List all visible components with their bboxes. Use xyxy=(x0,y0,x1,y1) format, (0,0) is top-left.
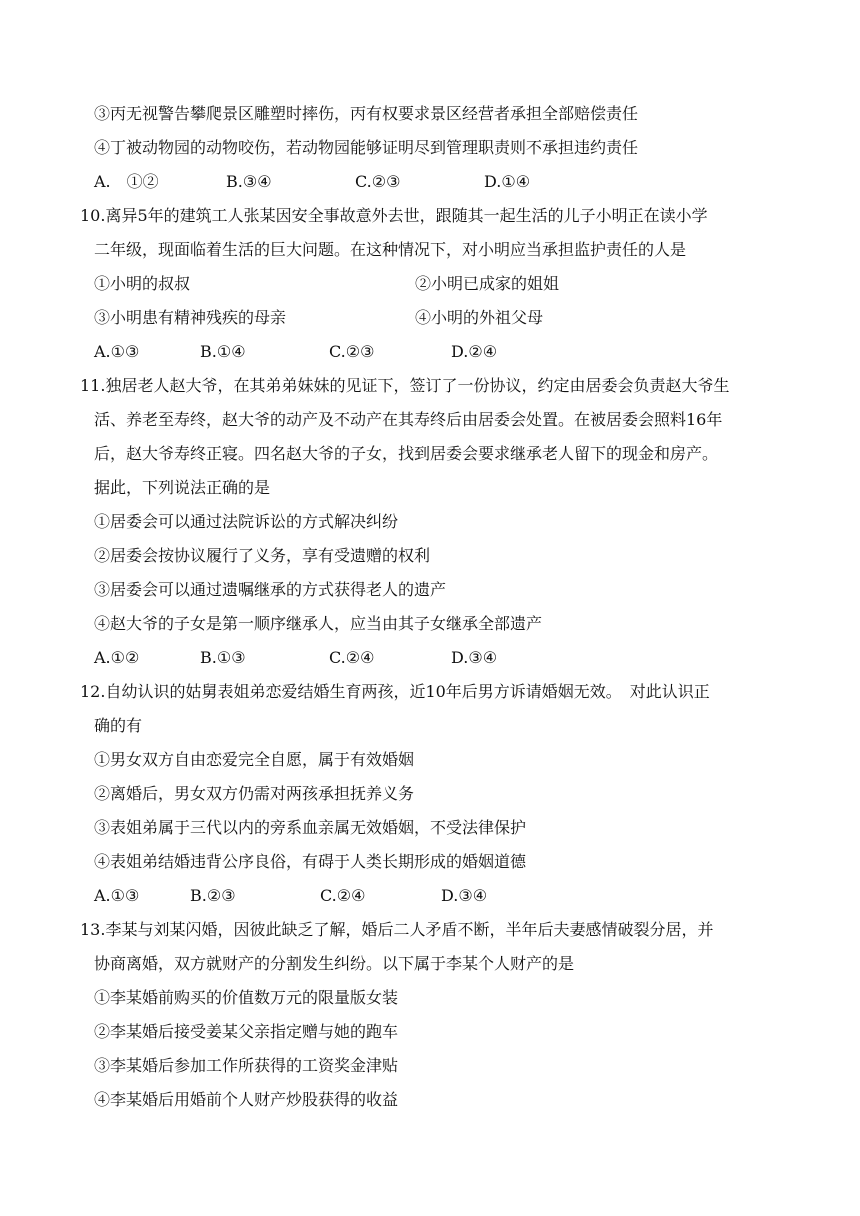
q11-statement-4: ④赵大爷的子女是第一顺序继承人，应当由其子女继承全部遗产 xyxy=(94,614,543,633)
q9-option-a: A. ①② xyxy=(94,172,159,191)
q13-statement-4: ④李某婚后用婚前个人财产炒股获得的收益 xyxy=(94,1090,399,1109)
q11-stem-line-4: 据此，下列说法正确的是 xyxy=(94,478,271,497)
q9-option-c: C.②③ xyxy=(355,172,401,191)
q10-option-d: D.②④ xyxy=(451,342,498,361)
q11-stem-line-1: 11.独居老人赵大爷，在其弟弟妹妹的见证下，签订了一份协议，约定由居委会负责赵大爷生 xyxy=(80,376,730,395)
q12-statement-3: ③表姐弟属于三代以内的旁系血亲属无效婚姻，不受法律保护 xyxy=(94,818,527,837)
q13-statement-1: ①李某婚前购买的价值数万元的限量版女装 xyxy=(94,988,399,1007)
q12-option-d: D.③④ xyxy=(441,886,488,905)
q10-option-a: A.①③ xyxy=(94,342,140,361)
q12-statement-1: ①男女双方自由恋爱完全自愿，属于有效婚姻 xyxy=(94,750,415,769)
q10-statement-4: ④小明的外祖父母 xyxy=(415,308,544,327)
q11-option-b: B.①③ xyxy=(200,648,246,667)
q13-stem-line-2: 协商离婚，双方就财产的分割发生纠纷。以下属于李某个人财产的是 xyxy=(94,954,575,973)
q12-stem-line-1: 12.自幼认识的姑舅表姐弟恋爱结婚生育两孩，近10年后男方诉请婚姻无效。 对此认识正 xyxy=(80,682,710,701)
q12-statement-4: ④表姐弟结婚违背公序良俗，有碍于人类长期形成的婚姻道德 xyxy=(94,852,527,871)
q11-stem-line-2: 活、养老至寿终，赵大爷的动产及不动产在其寿终后由居委会处置。在被居委会照料16年 xyxy=(94,410,723,429)
q12-stem-line-2: 确的有 xyxy=(94,716,143,735)
q10-statement-2: ②小明已成家的姐姐 xyxy=(415,274,560,293)
q11-stem-line-3: 后，赵大爷寿终正寝。四名赵大爷的子女，找到居委会要求继承老人留下的现金和房产。 xyxy=(94,444,719,463)
q9-statement-4: ④丁被动物园的动物咬伤，若动物园能够证明尽到管理职责则不承担违约责任 xyxy=(94,138,639,157)
q11-option-a: A.①② xyxy=(94,648,140,667)
q13-stem-line-1: 13.李某与刘某闪婚，因彼此缺乏了解，婚后二人矛盾不断，半年后夫妻感情破裂分居，并 xyxy=(80,920,714,939)
q10-statement-1: ①小明的叔叔 xyxy=(94,274,191,293)
q10-stem-line-1: 10.离异5年的建筑工人张某因安全事故意外去世，跟随其一起生活的儿子小明正在读小学 xyxy=(80,206,708,225)
q12-statement-2: ②离婚后，男女双方仍需对两孩承担抚养义务 xyxy=(94,784,415,803)
q9-option-d: D.①④ xyxy=(484,172,531,191)
q12-option-c: C.②④ xyxy=(320,886,366,905)
q10-option-b: B.①④ xyxy=(200,342,246,361)
q10-stem-line-2: 二年级，现面临着生活的巨大问题。在这种情况下，对小明应当承担监护责任的人是 xyxy=(94,240,687,259)
q10-option-c: C.②③ xyxy=(329,342,375,361)
q12-option-b: B.②③ xyxy=(190,886,236,905)
q13-statement-2: ②李某婚后接受姜某父亲指定赠与她的跑车 xyxy=(94,1022,399,1041)
q13-statement-3: ③李某婚后参加工作所获得的工资奖金津贴 xyxy=(94,1056,399,1075)
q11-statement-2: ②居委会按协议履行了义务，享有受遗赠的权利 xyxy=(94,546,431,565)
q11-statement-1: ①居委会可以通过法院诉讼的方式解决纠纷 xyxy=(94,512,399,531)
q9-option-b: B.③④ xyxy=(226,172,272,191)
q11-option-c: C.②④ xyxy=(329,648,375,667)
q12-option-a: A.①③ xyxy=(94,886,140,905)
q10-statement-3: ③小明患有精神残疾的母亲 xyxy=(94,308,287,327)
q9-statement-3: ③丙无视警告攀爬景区雕塑时摔伤，丙有权要求景区经营者承担全部赔偿责任 xyxy=(94,104,639,123)
q11-option-d: D.③④ xyxy=(451,648,498,667)
q11-statement-3: ③居委会可以通过遗嘱继承的方式获得老人的遗产 xyxy=(94,580,447,599)
